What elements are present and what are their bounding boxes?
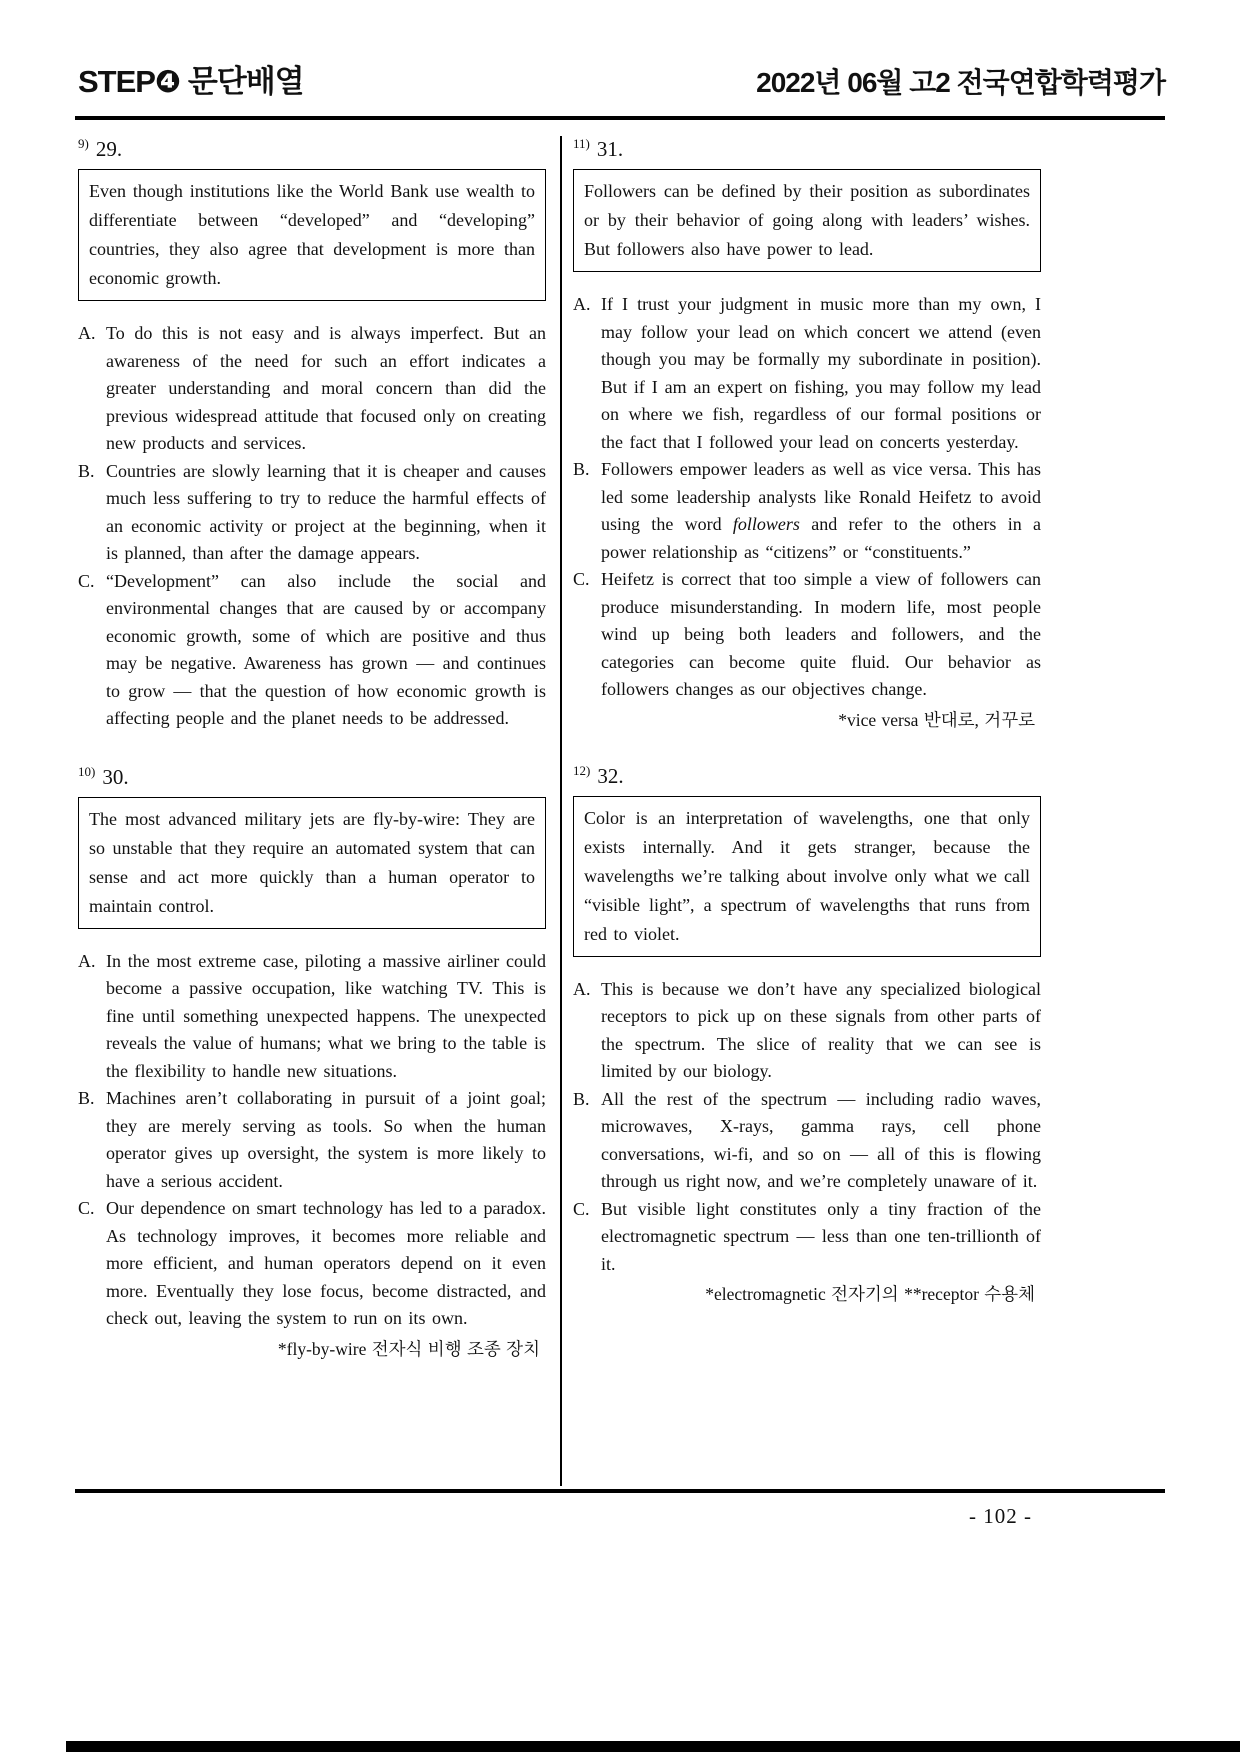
option-text: If I trust your judgment in music more than my own, I may follow your lead on which concert we attend (even though you may be formally my subordinate in position). But if I am an expert on fishing, you may follow my lead on where we fish, regardless of our formal positions or the fact that I followed your lead on concerts yesterday. — [601, 294, 1041, 452]
option-text: All the rest of the spectrum — including radio waves, microwaves, X-rays, gamma rays, cell phone conversations, wi-fi, and so on — all of this is flowing through us right now, and we’re completely unaware of it. — [601, 1088, 1041, 1191]
option-text-segment: and refer to the others in a power relationship as “citizens” or “constituents.” — [601, 514, 1042, 562]
passage-footnote: *fly-by-wire 전자식 비행 조종 장치 — [277, 1338, 540, 1359]
passage-box — [573, 169, 1041, 272]
option-label: A. — [78, 950, 96, 971]
question-number-line — [78, 136, 546, 162]
footnote-ref: 12) — [573, 762, 591, 778]
footnote-ref: 9) — [78, 136, 89, 151]
option-label: C. — [573, 569, 590, 589]
question-number-line — [573, 136, 1041, 162]
option-a — [78, 948, 546, 1086]
option-b — [573, 456, 1041, 566]
passage-text: Color is an interpretation of wavelengths, one that only exists internally. And it gets stranger, because the wavelengths we’re talking about involve only what we call “visible light”, a spectrum of wavelengths that runs from red to violet. — [584, 807, 1030, 944]
option-label: C. — [78, 570, 95, 591]
option-label: B. — [78, 1088, 95, 1108]
option-a — [78, 320, 546, 458]
option-text: Heifetz is correct that too simple a view of followers can produce misunderstanding. In modern life, most people wind up being both leaders and followers, and the categories can become quite fluid. Our behavior as followers changes as our objectives change. — [601, 569, 1041, 699]
option-label: B. — [573, 459, 590, 479]
option-text: Countries are slowly learning that it is cheaper and causes much less suffering to try to reduce the harmful effects of an economic activity or project at the beginning, when it is planned, than after the damage appears. — [106, 460, 546, 563]
next-page-edge-bar — [66, 1741, 1240, 1752]
options-list — [573, 291, 1041, 704]
footnote-ref: 10) — [78, 763, 96, 779]
option-text: This is because we don’t have any specialized biological receptors to pick up on these signals from other parts of the spectrum. The slice of reality that we can see is limited by our biology. — [601, 978, 1041, 1081]
question-number-line — [78, 764, 546, 790]
option-c — [78, 1195, 546, 1333]
question-32 — [573, 763, 1041, 1307]
column-divider — [560, 136, 562, 1486]
italic-word: followers — [732, 514, 800, 534]
left-column — [78, 136, 546, 1361]
option-text: Machines aren’t collaborating in pursuit of a joint goal; they are merely serving as tools. So when the human operator gives up oversight, the system is more likely to have a serious accident. — [106, 1088, 546, 1191]
passage-text: The most advanced military jets are fly-by-wire: They are so unstable that they require an automated system that can sense and act more quickly than a human operator to maintain control. — [89, 808, 535, 916]
option-label: C. — [78, 1198, 95, 1218]
option-text: Our dependence on smart technology has led to a paradox. As technology improves, it becomes more reliable and more efficient, and human operators depend on it even more. Eventually they lose focus, become distracted, and check out, leaving the system to run on its own. — [106, 1198, 546, 1328]
option-label: B. — [78, 460, 95, 481]
passage-box — [78, 797, 546, 929]
option-b — [78, 1085, 546, 1195]
header-rule — [75, 116, 1165, 120]
option-text: In the most extreme case, piloting a massive airliner could become a passive occupation, like watching TV. This is fine until something unexpected happens. The unexpected reveals the value of humans; what we bring to the table is the flexibility to handle new situations. — [106, 950, 546, 1081]
step-section-title: STEP❹ 문단배열 — [78, 64, 304, 99]
option-c — [573, 1196, 1041, 1279]
right-column — [573, 136, 1041, 1306]
question-number: 29. — [95, 137, 123, 161]
option-c — [78, 568, 546, 733]
option-label: A. — [573, 978, 591, 999]
question-number: 31. — [596, 137, 624, 161]
page-number: - 102 - — [969, 1504, 1032, 1528]
question-30 — [78, 764, 546, 1361]
options-list — [573, 976, 1041, 1279]
option-a — [573, 976, 1041, 1086]
options-list — [78, 320, 546, 733]
footer-rule — [75, 1489, 1165, 1493]
options-list — [78, 948, 546, 1333]
passage-box — [573, 796, 1041, 957]
passage-box — [78, 169, 546, 301]
footnote-ref: 11) — [573, 136, 590, 151]
option-text: But visible light constitutes only a tiny fraction of the electromagnetic spectrum — less than one ten-trillionth of it. — [601, 1198, 1041, 1274]
question-29 — [78, 136, 546, 733]
question-31 — [573, 136, 1041, 732]
passage-text: Even though institutions like the World Bank use wealth to differentiate between “developed” and “developing” countries, they also agree that development is more than economic growth. — [89, 181, 535, 288]
option-text: “Development” can also include the social and environmental changes that are caused by or accompany economic growth, some of which are positive and thus may be negative. Awareness has grown — and continues to grow — that the question of how economic growth is affecting people and the planet needs to be addressed. — [106, 570, 546, 728]
passage-footnote: *electromagnetic 전자기의 **receptor 수용체 — [705, 1284, 1035, 1304]
option-label: A. — [573, 294, 591, 314]
option-text — [601, 456, 1041, 566]
option-c — [573, 566, 1041, 704]
option-text-segment: Followers empower leaders as well as vice versa. This has led some leadership analysts like Ronald Heifetz to avoid using the word — [601, 459, 1041, 534]
exam-title: 2022년 06월 고2 전국연합학력평가 — [756, 67, 1165, 98]
page-header — [78, 56, 1165, 101]
option-a — [573, 291, 1041, 456]
question-number-line — [573, 763, 1041, 789]
question-number: 30. — [102, 764, 129, 789]
option-b — [573, 1086, 1041, 1196]
option-text: To do this is not easy and is always imperfect. But an awareness of the need for such an effort indicates a greater understanding and moral concern than did the previous widespread attitude that focused only on creating new products and services. — [106, 323, 546, 453]
option-label: B. — [573, 1088, 590, 1109]
question-number: 32. — [597, 763, 624, 788]
option-b — [78, 458, 546, 568]
option-label: A. — [78, 323, 96, 343]
passage-footnote: *vice versa 반대로, 거꾸로 — [838, 709, 1035, 730]
option-label: C. — [573, 1198, 590, 1219]
passage-text: Followers can be defined by their position as subordinates or by their behavior of going along with leaders’ wishes. But followers also have power to lead. — [584, 181, 1030, 259]
